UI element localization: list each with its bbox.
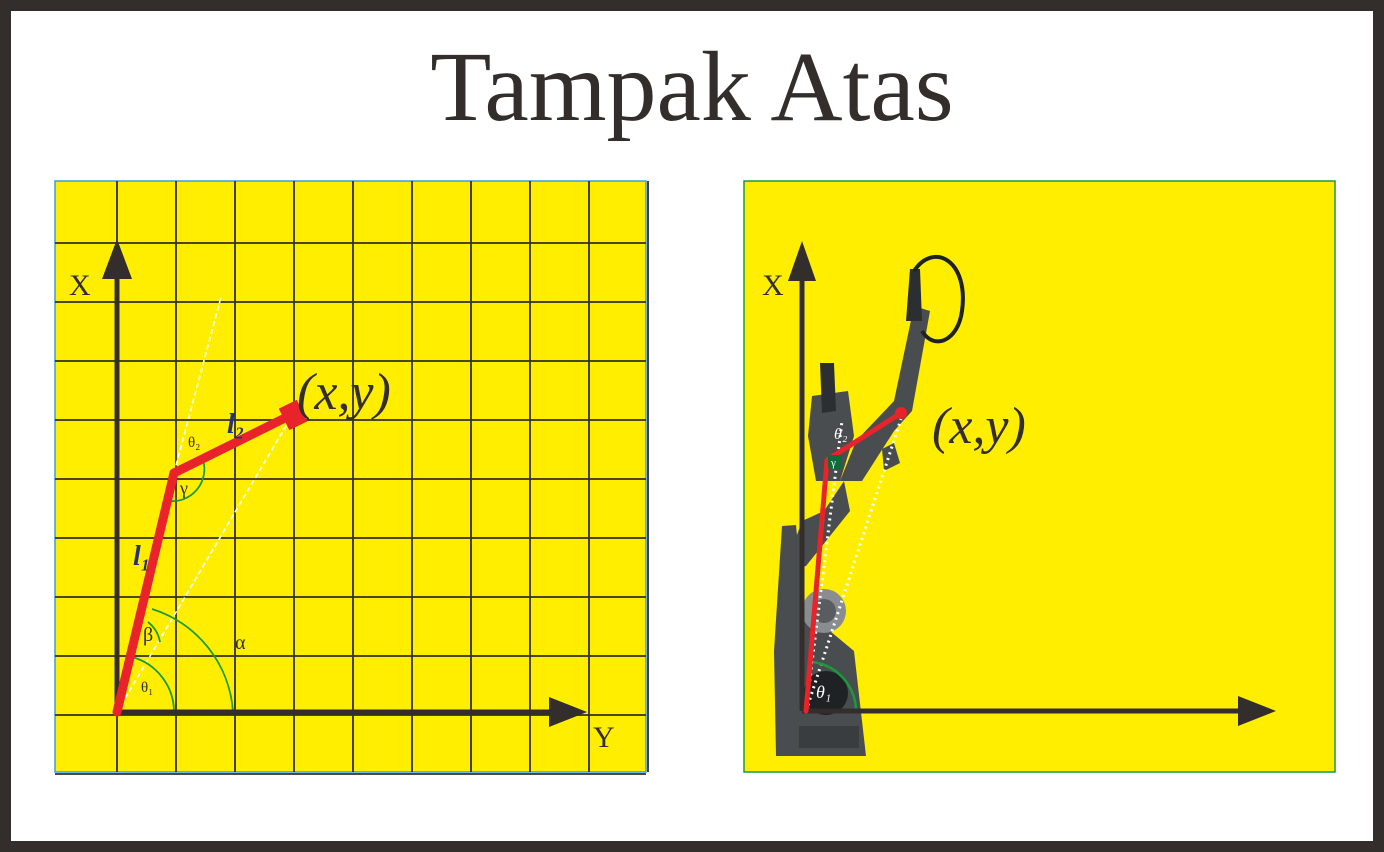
theta1-label: θ₁ <box>816 682 832 702</box>
theta1-label: θ₁ <box>141 680 154 696</box>
target-point-label: (x,y) <box>932 398 1026 455</box>
end-effector <box>895 407 907 419</box>
link1-label: l₁ <box>133 541 151 572</box>
alpha-label: α <box>235 632 246 654</box>
theta2-label: θ₂ <box>834 426 848 443</box>
beta-label: β <box>143 624 154 646</box>
x-axis-label: X <box>762 269 784 302</box>
x-axis-label: X <box>69 269 91 302</box>
theta2-label: θ₂ <box>188 435 201 451</box>
left-kinematic-diagram <box>55 181 647 773</box>
y-axis-label: Y <box>593 721 615 754</box>
page-title: Tampak Atas <box>430 31 954 142</box>
gamma-label: γ <box>831 457 836 469</box>
target-point-label: (x,y) <box>297 364 391 421</box>
right-robot-photo-diagram <box>744 181 1336 773</box>
link2-label: l₂ <box>227 409 245 440</box>
gamma-label: γ <box>180 478 188 498</box>
